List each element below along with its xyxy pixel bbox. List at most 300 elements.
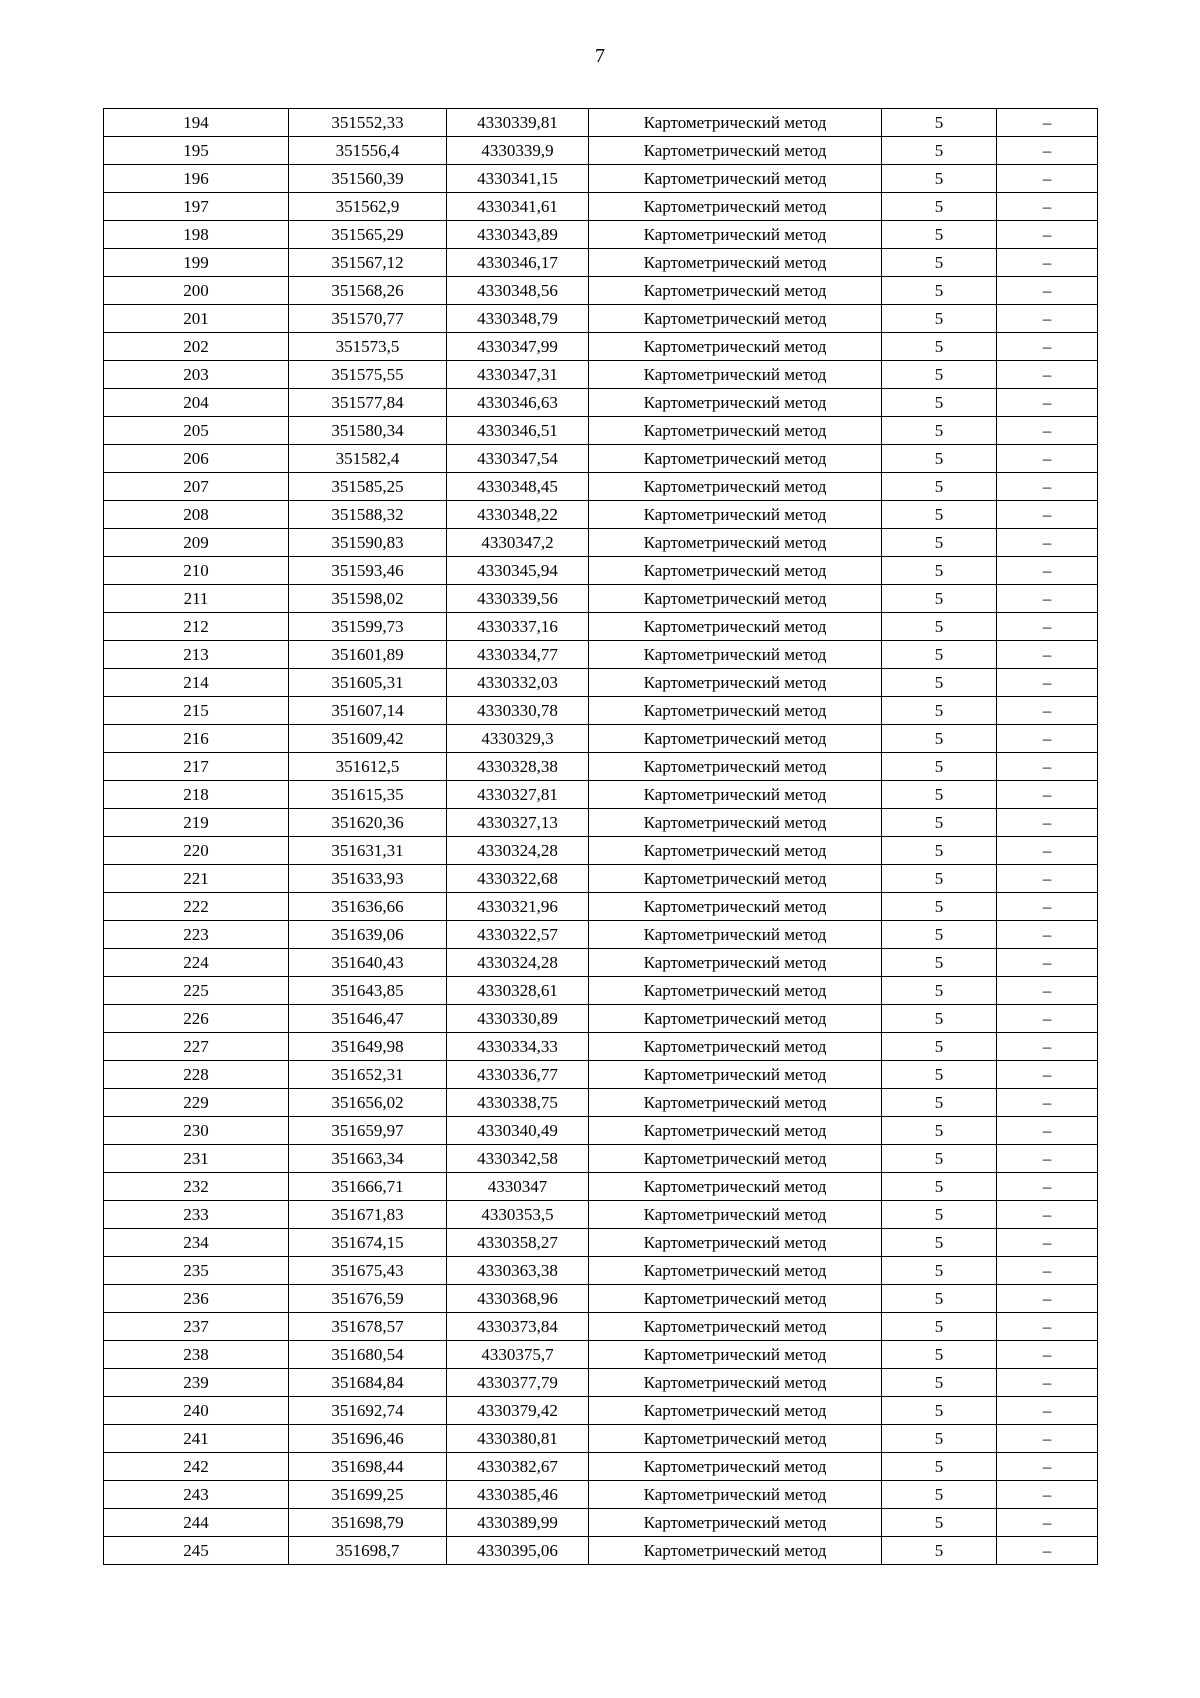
method-cell: Картометрический метод [589, 1145, 882, 1173]
point-number-cell: 226 [104, 1005, 289, 1033]
table-row [104, 501, 1098, 529]
table-row [104, 1313, 1098, 1341]
point-number-cell: 203 [104, 361, 289, 389]
x-coordinate-cell: 351698,44 [289, 1453, 447, 1481]
accuracy-cell: 5 [882, 193, 997, 221]
point-number-cell: 224 [104, 949, 289, 977]
x-coordinate-cell: 351698,7 [289, 1537, 447, 1565]
y-coordinate-cell: 4330347,31 [447, 361, 589, 389]
table-row [104, 1229, 1098, 1257]
accuracy-cell: 5 [882, 389, 997, 417]
method-cell: Картометрический метод [589, 501, 882, 529]
method-cell: Картометрический метод [589, 1257, 882, 1285]
page-number: 7 [595, 45, 605, 67]
y-coordinate-cell: 4330346,51 [447, 417, 589, 445]
x-coordinate-cell: 351692,74 [289, 1397, 447, 1425]
method-cell: Картометрический метод [589, 753, 882, 781]
accuracy-cell: 5 [882, 1145, 997, 1173]
point-number-cell: 220 [104, 837, 289, 865]
note-cell: – [997, 1089, 1098, 1117]
x-coordinate-cell: 351560,39 [289, 165, 447, 193]
accuracy-cell: 5 [882, 1481, 997, 1509]
point-number-cell: 194 [104, 109, 289, 137]
y-coordinate-cell: 4330321,96 [447, 893, 589, 921]
accuracy-cell: 5 [882, 837, 997, 865]
method-cell: Картометрический метод [589, 1509, 882, 1537]
accuracy-cell: 5 [882, 1033, 997, 1061]
table-row [104, 1481, 1098, 1509]
method-cell: Картометрический метод [589, 1117, 882, 1145]
accuracy-cell: 5 [882, 1089, 997, 1117]
point-number-cell: 207 [104, 473, 289, 501]
method-cell: Картометрический метод [589, 1369, 882, 1397]
method-cell: Картометрический метод [589, 1005, 882, 1033]
accuracy-cell: 5 [882, 221, 997, 249]
note-cell: – [997, 1369, 1098, 1397]
table-row [104, 949, 1098, 977]
note-cell: – [997, 921, 1098, 949]
method-cell: Картометрический метод [589, 809, 882, 837]
accuracy-cell: 5 [882, 781, 997, 809]
note-cell: – [997, 417, 1098, 445]
x-coordinate-cell: 351699,25 [289, 1481, 447, 1509]
point-number-cell: 243 [104, 1481, 289, 1509]
note-cell: – [997, 1201, 1098, 1229]
table-row [104, 333, 1098, 361]
method-cell: Картометрический метод [589, 949, 882, 977]
y-coordinate-cell: 4330334,77 [447, 641, 589, 669]
point-number-cell: 210 [104, 557, 289, 585]
y-coordinate-cell: 4330328,38 [447, 753, 589, 781]
point-number-cell: 195 [104, 137, 289, 165]
y-coordinate-cell: 4330373,84 [447, 1313, 589, 1341]
accuracy-cell: 5 [882, 529, 997, 557]
table-row [104, 1257, 1098, 1285]
table-row [104, 305, 1098, 333]
method-cell: Картометрический метод [589, 865, 882, 893]
note-cell: – [997, 893, 1098, 921]
y-coordinate-cell: 4330379,42 [447, 1397, 589, 1425]
note-cell: – [997, 193, 1098, 221]
accuracy-cell: 5 [882, 277, 997, 305]
table-row [104, 1089, 1098, 1117]
note-cell: – [997, 557, 1098, 585]
point-number-cell: 229 [104, 1089, 289, 1117]
method-cell: Картометрический метод [589, 557, 882, 585]
table-row [104, 389, 1098, 417]
accuracy-cell: 5 [882, 333, 997, 361]
x-coordinate-cell: 351599,73 [289, 613, 447, 641]
note-cell: – [997, 165, 1098, 193]
accuracy-cell: 5 [882, 305, 997, 333]
table-row [104, 249, 1098, 277]
note-cell: – [997, 1257, 1098, 1285]
x-coordinate-cell: 351601,89 [289, 641, 447, 669]
table-row [104, 1397, 1098, 1425]
method-cell: Картометрический метод [589, 781, 882, 809]
method-cell: Картометрический метод [589, 697, 882, 725]
y-coordinate-cell: 4330347,2 [447, 529, 589, 557]
table-row [104, 1369, 1098, 1397]
note-cell: – [997, 277, 1098, 305]
note-cell: – [997, 1173, 1098, 1201]
note-cell: – [997, 697, 1098, 725]
x-coordinate-cell: 351585,25 [289, 473, 447, 501]
x-coordinate-cell: 351620,36 [289, 809, 447, 837]
accuracy-cell: 5 [882, 753, 997, 781]
y-coordinate-cell: 4330339,56 [447, 585, 589, 613]
table-row [104, 585, 1098, 613]
point-number-cell: 222 [104, 893, 289, 921]
y-coordinate-cell: 4330322,57 [447, 921, 589, 949]
point-number-cell: 228 [104, 1061, 289, 1089]
accuracy-cell: 5 [882, 1257, 997, 1285]
y-coordinate-cell: 4330353,5 [447, 1201, 589, 1229]
method-cell: Картометрический метод [589, 641, 882, 669]
method-cell: Картометрический метод [589, 1285, 882, 1313]
table-row [104, 1201, 1098, 1229]
coordinates-table-body [104, 109, 1098, 1565]
accuracy-cell: 5 [882, 473, 997, 501]
accuracy-cell: 5 [882, 165, 997, 193]
y-coordinate-cell: 4330343,89 [447, 221, 589, 249]
y-coordinate-cell: 4330348,79 [447, 305, 589, 333]
x-coordinate-cell: 351652,31 [289, 1061, 447, 1089]
y-coordinate-cell: 4330339,9 [447, 137, 589, 165]
note-cell: – [997, 1509, 1098, 1537]
method-cell: Картометрический метод [589, 445, 882, 473]
note-cell: – [997, 1145, 1098, 1173]
method-cell: Картометрический метод [589, 193, 882, 221]
note-cell: – [997, 333, 1098, 361]
point-number-cell: 202 [104, 333, 289, 361]
point-number-cell: 217 [104, 753, 289, 781]
point-number-cell: 204 [104, 389, 289, 417]
accuracy-cell: 5 [882, 949, 997, 977]
x-coordinate-cell: 351590,83 [289, 529, 447, 557]
point-number-cell: 242 [104, 1453, 289, 1481]
y-coordinate-cell: 4330327,13 [447, 809, 589, 837]
x-coordinate-cell: 351649,98 [289, 1033, 447, 1061]
method-cell: Картометрический метод [589, 1229, 882, 1257]
point-number-cell: 238 [104, 1341, 289, 1369]
x-coordinate-cell: 351577,84 [289, 389, 447, 417]
accuracy-cell: 5 [882, 1201, 997, 1229]
method-cell: Картометрический метод [589, 1537, 882, 1565]
y-coordinate-cell: 4330342,58 [447, 1145, 589, 1173]
table-row [104, 1285, 1098, 1313]
point-number-cell: 227 [104, 1033, 289, 1061]
y-coordinate-cell: 4330382,67 [447, 1453, 589, 1481]
x-coordinate-cell: 351565,29 [289, 221, 447, 249]
point-number-cell: 241 [104, 1425, 289, 1453]
method-cell: Картометрический метод [589, 921, 882, 949]
y-coordinate-cell: 4330340,49 [447, 1117, 589, 1145]
accuracy-cell: 5 [882, 809, 997, 837]
point-number-cell: 230 [104, 1117, 289, 1145]
note-cell: – [997, 1341, 1098, 1369]
y-coordinate-cell: 4330358,27 [447, 1229, 589, 1257]
point-number-cell: 235 [104, 1257, 289, 1285]
table-row [104, 1117, 1098, 1145]
note-cell: – [997, 1117, 1098, 1145]
method-cell: Картометрический метод [589, 977, 882, 1005]
method-cell: Картометрический метод [589, 473, 882, 501]
point-number-cell: 236 [104, 1285, 289, 1313]
y-coordinate-cell: 4330348,45 [447, 473, 589, 501]
table-row [104, 1033, 1098, 1061]
point-number-cell: 239 [104, 1369, 289, 1397]
y-coordinate-cell: 4330389,99 [447, 1509, 589, 1537]
accuracy-cell: 5 [882, 557, 997, 585]
x-coordinate-cell: 351575,55 [289, 361, 447, 389]
x-coordinate-cell: 351696,46 [289, 1425, 447, 1453]
table-row [104, 1061, 1098, 1089]
note-cell: – [997, 1033, 1098, 1061]
table-row [104, 837, 1098, 865]
method-cell: Картометрический метод [589, 1201, 882, 1229]
table-row [104, 137, 1098, 165]
y-coordinate-cell: 4330334,33 [447, 1033, 589, 1061]
table-row [104, 109, 1098, 137]
y-coordinate-cell: 4330348,56 [447, 277, 589, 305]
point-number-cell: 198 [104, 221, 289, 249]
x-coordinate-cell: 351588,32 [289, 501, 447, 529]
method-cell: Картометрический метод [589, 725, 882, 753]
table-row [104, 1341, 1098, 1369]
note-cell: – [997, 1285, 1098, 1313]
accuracy-cell: 5 [882, 1425, 997, 1453]
y-coordinate-cell: 4330329,3 [447, 725, 589, 753]
point-number-cell: 219 [104, 809, 289, 837]
point-number-cell: 214 [104, 669, 289, 697]
x-coordinate-cell: 351675,43 [289, 1257, 447, 1285]
accuracy-cell: 5 [882, 1369, 997, 1397]
x-coordinate-cell: 351615,35 [289, 781, 447, 809]
x-coordinate-cell: 351698,79 [289, 1509, 447, 1537]
x-coordinate-cell: 351567,12 [289, 249, 447, 277]
x-coordinate-cell: 351680,54 [289, 1341, 447, 1369]
x-coordinate-cell: 351612,5 [289, 753, 447, 781]
y-coordinate-cell: 4330377,79 [447, 1369, 589, 1397]
table-row [104, 165, 1098, 193]
y-coordinate-cell: 4330348,22 [447, 501, 589, 529]
table-row [104, 669, 1098, 697]
note-cell: – [997, 585, 1098, 613]
note-cell: – [997, 445, 1098, 473]
y-coordinate-cell: 4330327,81 [447, 781, 589, 809]
accuracy-cell: 5 [882, 1005, 997, 1033]
accuracy-cell: 5 [882, 641, 997, 669]
point-number-cell: 200 [104, 277, 289, 305]
y-coordinate-cell: 4330322,68 [447, 865, 589, 893]
accuracy-cell: 5 [882, 1061, 997, 1089]
accuracy-cell: 5 [882, 109, 997, 137]
note-cell: – [997, 305, 1098, 333]
accuracy-cell: 5 [882, 613, 997, 641]
table-row [104, 753, 1098, 781]
x-coordinate-cell: 351640,43 [289, 949, 447, 977]
method-cell: Картометрический метод [589, 1453, 882, 1481]
x-coordinate-cell: 351582,4 [289, 445, 447, 473]
x-coordinate-cell: 351552,33 [289, 109, 447, 137]
x-coordinate-cell: 351659,97 [289, 1117, 447, 1145]
method-cell: Картометрический метод [589, 837, 882, 865]
note-cell: – [997, 1313, 1098, 1341]
x-coordinate-cell: 351580,34 [289, 417, 447, 445]
y-coordinate-cell: 4330337,16 [447, 613, 589, 641]
x-coordinate-cell: 351631,31 [289, 837, 447, 865]
method-cell: Картометрический метод [589, 1173, 882, 1201]
point-number-cell: 199 [104, 249, 289, 277]
x-coordinate-cell: 351643,85 [289, 977, 447, 1005]
note-cell: – [997, 613, 1098, 641]
y-coordinate-cell: 4330368,96 [447, 1285, 589, 1313]
method-cell: Картометрический метод [589, 417, 882, 445]
table-row [104, 529, 1098, 557]
y-coordinate-cell: 4330346,63 [447, 389, 589, 417]
point-number-cell: 213 [104, 641, 289, 669]
x-coordinate-cell: 351573,5 [289, 333, 447, 361]
table-row [104, 809, 1098, 837]
accuracy-cell: 5 [882, 1453, 997, 1481]
x-coordinate-cell: 351663,34 [289, 1145, 447, 1173]
table-row [104, 1145, 1098, 1173]
note-cell: – [997, 949, 1098, 977]
note-cell: – [997, 641, 1098, 669]
x-coordinate-cell: 351593,46 [289, 557, 447, 585]
table-row [104, 1537, 1098, 1565]
x-coordinate-cell: 351636,66 [289, 893, 447, 921]
accuracy-cell: 5 [882, 893, 997, 921]
table-row [104, 557, 1098, 585]
note-cell: – [997, 781, 1098, 809]
note-cell: – [997, 753, 1098, 781]
x-coordinate-cell: 351674,15 [289, 1229, 447, 1257]
table-row [104, 697, 1098, 725]
x-coordinate-cell: 351656,02 [289, 1089, 447, 1117]
method-cell: Картометрический метод [589, 165, 882, 193]
point-number-cell: 244 [104, 1509, 289, 1537]
y-coordinate-cell: 4330380,81 [447, 1425, 589, 1453]
method-cell: Картометрический метод [589, 1033, 882, 1061]
accuracy-cell: 5 [882, 865, 997, 893]
x-coordinate-cell: 351605,31 [289, 669, 447, 697]
y-coordinate-cell: 4330375,7 [447, 1341, 589, 1369]
method-cell: Картометрический метод [589, 585, 882, 613]
table-row [104, 445, 1098, 473]
note-cell: – [997, 1005, 1098, 1033]
note-cell: – [997, 137, 1098, 165]
point-number-cell: 221 [104, 865, 289, 893]
point-number-cell: 223 [104, 921, 289, 949]
method-cell: Картометрический метод [589, 1313, 882, 1341]
method-cell: Картометрический метод [589, 893, 882, 921]
point-number-cell: 216 [104, 725, 289, 753]
method-cell: Картометрический метод [589, 1481, 882, 1509]
point-number-cell: 215 [104, 697, 289, 725]
point-number-cell: 234 [104, 1229, 289, 1257]
y-coordinate-cell: 4330332,03 [447, 669, 589, 697]
x-coordinate-cell: 351633,93 [289, 865, 447, 893]
note-cell: – [997, 501, 1098, 529]
note-cell: – [997, 221, 1098, 249]
point-number-cell: 218 [104, 781, 289, 809]
accuracy-cell: 5 [882, 1117, 997, 1145]
method-cell: Картометрический метод [589, 305, 882, 333]
method-cell: Картометрический метод [589, 333, 882, 361]
x-coordinate-cell: 351646,47 [289, 1005, 447, 1033]
table-row [104, 781, 1098, 809]
x-coordinate-cell: 351568,26 [289, 277, 447, 305]
table-row [104, 1005, 1098, 1033]
table-row [104, 641, 1098, 669]
y-coordinate-cell: 4330385,46 [447, 1481, 589, 1509]
method-cell: Картометрический метод [589, 109, 882, 137]
method-cell: Картометрический метод [589, 249, 882, 277]
point-number-cell: 211 [104, 585, 289, 613]
note-cell: – [997, 1229, 1098, 1257]
note-cell: – [997, 1397, 1098, 1425]
x-coordinate-cell: 351607,14 [289, 697, 447, 725]
note-cell: – [997, 1481, 1098, 1509]
point-number-cell: 196 [104, 165, 289, 193]
accuracy-cell: 5 [882, 1229, 997, 1257]
method-cell: Картометрический метод [589, 1341, 882, 1369]
accuracy-cell: 5 [882, 697, 997, 725]
accuracy-cell: 5 [882, 445, 997, 473]
note-cell: – [997, 389, 1098, 417]
point-number-cell: 212 [104, 613, 289, 641]
point-number-cell: 240 [104, 1397, 289, 1425]
method-cell: Картометрический метод [589, 221, 882, 249]
table-row [104, 473, 1098, 501]
x-coordinate-cell: 351562,9 [289, 193, 447, 221]
table-row [104, 361, 1098, 389]
accuracy-cell: 5 [882, 361, 997, 389]
x-coordinate-cell: 351666,71 [289, 1173, 447, 1201]
note-cell: – [997, 809, 1098, 837]
note-cell: – [997, 837, 1098, 865]
accuracy-cell: 5 [882, 1173, 997, 1201]
y-coordinate-cell: 4330363,38 [447, 1257, 589, 1285]
point-number-cell: 245 [104, 1537, 289, 1565]
method-cell: Картометрический метод [589, 669, 882, 697]
y-coordinate-cell: 4330345,94 [447, 557, 589, 585]
point-number-cell: 233 [104, 1201, 289, 1229]
note-cell: – [997, 361, 1098, 389]
note-cell: – [997, 865, 1098, 893]
note-cell: – [997, 529, 1098, 557]
point-number-cell: 237 [104, 1313, 289, 1341]
y-coordinate-cell: 4330324,28 [447, 949, 589, 977]
note-cell: – [997, 249, 1098, 277]
accuracy-cell: 5 [882, 501, 997, 529]
point-number-cell: 197 [104, 193, 289, 221]
note-cell: – [997, 1537, 1098, 1565]
table-row [104, 277, 1098, 305]
accuracy-cell: 5 [882, 921, 997, 949]
y-coordinate-cell: 4330339,81 [447, 109, 589, 137]
table-row [104, 1509, 1098, 1537]
accuracy-cell: 5 [882, 1341, 997, 1369]
y-coordinate-cell: 4330395,06 [447, 1537, 589, 1565]
point-number-cell: 201 [104, 305, 289, 333]
note-cell: – [997, 669, 1098, 697]
table-row [104, 893, 1098, 921]
note-cell: – [997, 1425, 1098, 1453]
accuracy-cell: 5 [882, 1313, 997, 1341]
